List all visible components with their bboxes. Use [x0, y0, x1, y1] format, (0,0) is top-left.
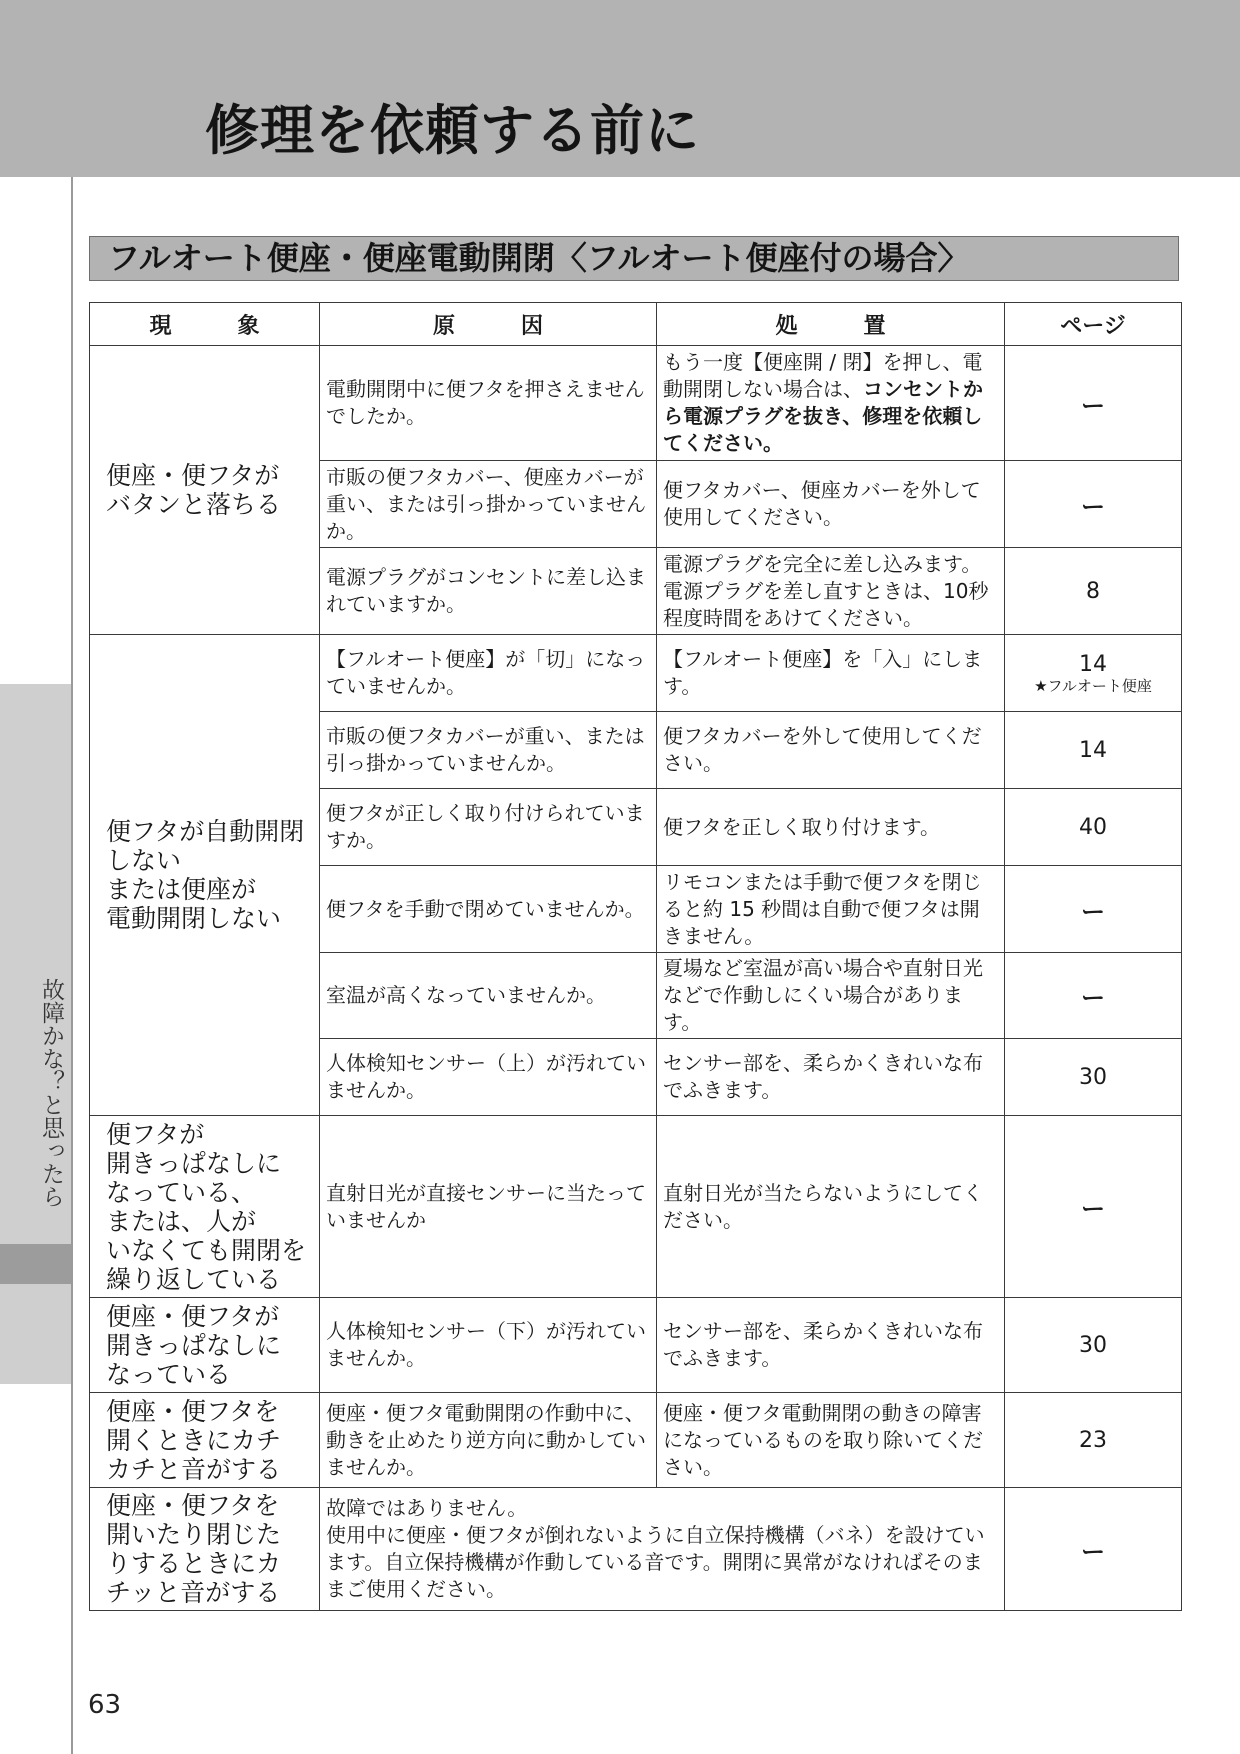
- page-ref: 23: [1079, 1427, 1107, 1453]
- remedy-cell: [657, 1116, 1005, 1298]
- cause-cell: 市販の便フタカバー、便座カバーが重い、または引っ掛かっていませんか。: [320, 461, 657, 548]
- page-ref: ー: [1081, 1195, 1105, 1223]
- page-ref: ー: [1081, 391, 1105, 420]
- cause-cell: 室温が高くなっていませんか。: [320, 953, 657, 1039]
- troubleshooting-table: [89, 302, 1182, 1611]
- page-ref-note: ★フルオート便座: [1034, 676, 1152, 695]
- remedy-text: 夏場など室温が高い場合や直射日光などで作動しにくい場合があります。: [663, 956, 983, 1034]
- remedy-cell: [657, 789, 1005, 866]
- page-ref: ー: [1081, 1537, 1105, 1566]
- header-cause: 原 因: [320, 303, 657, 346]
- header-remedy: 処 置: [657, 303, 1005, 346]
- page-ref-cell: [1005, 1298, 1182, 1393]
- cause-cell: 直射日光が直接センサーに当たっていませんか: [320, 1116, 657, 1298]
- side-tab-lower: [0, 1284, 71, 1384]
- remedy-text: リモコンまたは手動で便フタを閉じると約 15 秒間は自動で便フタは開きません。: [663, 869, 982, 948]
- remedy-text: 【フルオート便座】を「入」にします。: [663, 647, 983, 698]
- page-title: 修理を依頼する前に: [205, 99, 700, 162]
- page-ref-cell: [1005, 866, 1182, 953]
- page-ref-cell: [1005, 635, 1182, 712]
- symptom-cell: 便座・便フタを 開くときにカチ カチと音がする: [90, 1393, 320, 1488]
- page-ref: 14: [1079, 737, 1107, 763]
- section-heading: フルオート便座・便座電動開閉〈フルオート便座付の場合〉: [89, 236, 1179, 281]
- cause-cell: 便座・便フタ電動開閉の作動中に、動きを止めたり逆方向に動かしていませんか。: [320, 1393, 657, 1488]
- page-ref-cell: [1005, 1488, 1182, 1611]
- page-ref: ー: [1081, 492, 1105, 521]
- header-symptom: 現 象: [90, 303, 320, 346]
- page-ref-cell: [1005, 1116, 1182, 1298]
- page-ref: ー: [1081, 984, 1105, 1012]
- remedy-text: センサー部を、柔らかくきれいな布でふきます。: [663, 1319, 983, 1370]
- remedy-cell: [657, 1039, 1005, 1116]
- remedy-cell: [657, 1298, 1005, 1393]
- page-ref: 30: [1079, 1064, 1107, 1090]
- remedy-cell: [657, 461, 1005, 548]
- page-ref-cell: [1005, 346, 1182, 461]
- remedy-emphasis: コンセントから電源プラグを抜き、修理を依頼してください。: [663, 377, 983, 455]
- cause-cell: 便フタを手動で閉めていませんか。: [320, 866, 657, 953]
- table-row: [90, 1298, 1182, 1393]
- remedy-cell: [657, 635, 1005, 712]
- remedy-cell: [657, 712, 1005, 789]
- cause-cell: 便フタが正しく取り付けられていますか。: [320, 789, 657, 866]
- header-page: ページ: [1005, 303, 1182, 346]
- page-ref: 14: [1079, 651, 1107, 677]
- cause-cell: 電源プラグがコンセントに差し込まれていますか。: [320, 548, 657, 635]
- remedy-text: 便フタカバーを外して使用してください。: [663, 724, 982, 775]
- symptom-cell: 便座・便フタを 開いたり閉じた りするときにカ チッと音がする: [90, 1488, 320, 1611]
- margin-rule: [71, 177, 73, 1754]
- page-ref: 8: [1086, 578, 1100, 604]
- page-ref-cell: [1005, 712, 1182, 789]
- remedy-cell: [657, 1393, 1005, 1488]
- symptom-cell: 便座・便フタが 開きっぱなしに なっている: [90, 1298, 320, 1393]
- cause-cell: 【フルオート便座】が「切」になっていませんか。: [320, 635, 657, 712]
- remedy-text: 便フタカバー、便座カバーを外して使用してください。: [663, 478, 981, 529]
- table-row: [90, 1488, 1182, 1611]
- remedy-cell: [657, 953, 1005, 1039]
- table-row: [90, 1393, 1182, 1488]
- page-ref-cell: [1005, 548, 1182, 635]
- page-ref-cell: [1005, 953, 1182, 1039]
- table-row: [90, 346, 1182, 461]
- remedy-text: 便フタを正しく取り付けます。: [663, 814, 940, 839]
- remedy-text: 便座・便フタ電動開閉の動きの障害になっているものを取り除いてください。: [663, 1400, 983, 1479]
- symptom-cell: 便フタが自動開閉しない または便座が 電動開閉しない: [90, 635, 320, 1116]
- page-ref: 40: [1079, 814, 1107, 840]
- cause-cell: 人体検知センサー（上）が汚れていませんか。: [320, 1039, 657, 1116]
- remedy-cell: [657, 548, 1005, 635]
- symptom-cell: 便フタが 開きっぱなしに なっている、 または、人が いなくても開閉を 繰り返している: [90, 1116, 320, 1298]
- table-header-row: [90, 303, 1182, 346]
- page-ref-cell: [1005, 1393, 1182, 1488]
- remedy-cell: [657, 346, 1005, 461]
- remedy-cell: [657, 866, 1005, 953]
- cause-cell: 電動開閉中に便フタを押さえませんでしたか。: [320, 346, 657, 461]
- remedy-text: 直射日光が当たらないようにしてください。: [663, 1180, 983, 1232]
- remedy-text: センサー部を、柔らかくきれいな布でふきます。: [663, 1051, 983, 1102]
- table-row: [90, 1116, 1182, 1298]
- remedy-text: 電源プラグを完全に差し込みます。電源プラグを差し直すときは、10秒程度時間をあけてください。: [663, 551, 989, 630]
- table-body: [90, 346, 1182, 1611]
- table-row: [90, 635, 1182, 712]
- symptom-cell: 便座・便フタが バタンと落ちる: [90, 346, 320, 635]
- page-ref-cell: [1005, 789, 1182, 866]
- side-tab-label: 故障かな？と思ったら: [38, 978, 64, 1208]
- page-ref: 30: [1079, 1332, 1107, 1358]
- side-tab-marker: [0, 1244, 71, 1284]
- cause-cell: 人体検知センサー（下）が汚れていませんか。: [320, 1298, 657, 1393]
- merged-cause-remedy-cell: 故障ではありません。 使用中に便座・便フタが倒れないように自立保持機構（バネ）を設けています。自立保持機構が作動している音です。開閉に異常がなければそのままご使用ください。: [320, 1488, 1005, 1611]
- remedy-text: もう一度【便座開 / 閉】を押し、電動開閉しない場合は、: [663, 350, 983, 401]
- cause-cell: 市販の便フタカバーが重い、または引っ掛かっていませんか。: [320, 712, 657, 789]
- page-ref-cell: [1005, 1039, 1182, 1116]
- page-ref: ー: [1081, 897, 1105, 926]
- page-ref-cell: [1005, 461, 1182, 548]
- page-number: 63: [88, 1690, 122, 1720]
